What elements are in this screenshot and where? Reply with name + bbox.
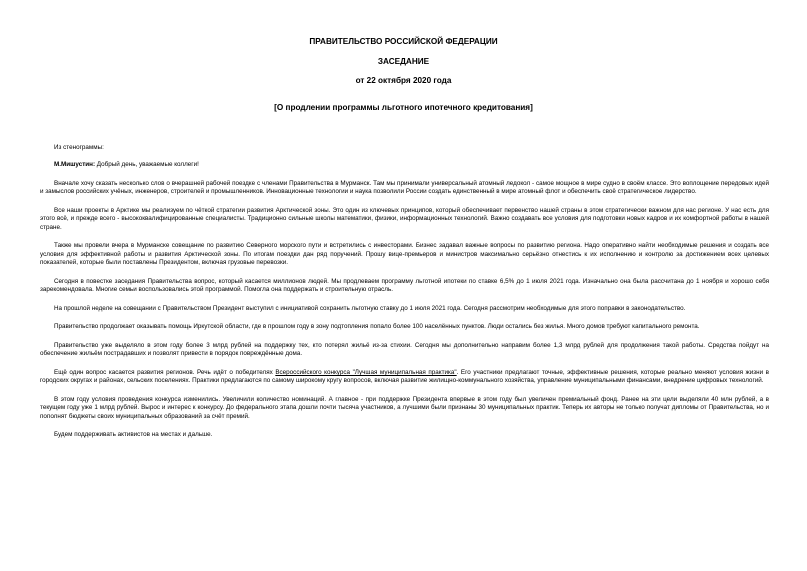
paragraph-8 bbox=[40, 369, 769, 386]
paragraph-3: Также мы провели вчера в Мурманске совещание по развитию Северного морского пути и встретились с инвесторами. Бизнес задавал важные вопросы по развитию региона. Надо оперативно найти необходимые решения и создать все условия для эффективной работы и развития Арктической зоны. По итогам поездки дан ряд поручений. Прошу вице-премьеров и министров максимально серьёзно отнестись к их исполнению и контролю за достижением всех целевых показателей, которые были поставлены Президентом, включая грузовые перевозки. bbox=[40, 242, 769, 267]
transcript-intro: Из стенограммы: bbox=[54, 144, 104, 151]
greeting-paragraph bbox=[40, 161, 769, 169]
transcript-body bbox=[40, 144, 769, 450]
paragraph-9: В этом году условия проведения конкурса изменились. Увеличили количество номинаций. А главное - при поддержке Президента впервые в этом году был увеличен премиальный фонд. Ранее на эти цели выделяли 40 млн рублей, а в текущем году уже 1 млрд рублей. Вырос и интерес к конкурсу. До федерального этапа дошли почти тысяча участников, а лучшими были признаны 30 муниципальных практик. Теперь их авторы не только получат дипломы от Правительства, но и пополнят бюджеты своих муниципальных образований за счёт премий. bbox=[40, 396, 769, 420]
paragraph-10: Будем поддерживать активистов на местах и дальше. bbox=[54, 431, 213, 439]
paragraph-1: Вначале хочу сказать несколько слов о вчерашней рабочей поездке с членами Правительства в Мурманск. Там мы принимали универсальный атомный ледокол - самое мощное в мире судно в своём классе. Это воплощение передовых идей и замыслов российских учёных, инженеров, строителей и промышленников. Инновационные технологии и наука позволили России создать единственный в мире атомный флот и обеспечить своё стратегическое лидерство. bbox=[40, 180, 769, 196]
paragraph-4: Сегодня в повестке заседания Правительства вопрос, который касается миллионов людей. Мы продлеваем программу льготной ипотеки по ставке 6,5% до 1 июля 2021 года. Изначально она была рассчитана до 1 ноября и хорошо себя зарекомендовала. Многие семьи воспользовались этой программой. Помогла она поддержать и строительную отрасль. bbox=[40, 277, 769, 294]
paragraph-8-end: . Его участники предлагают точные, эффективные решения, которые реально меняют условия жизни в городских округах и районах, сельских поселениях. Практики предлагаются по самому широкому кругу вопросов, включая развитие жилищно-коммунального хозяйства, управление муниципальными финансами, внедрение цифровых технологий. bbox=[40, 369, 770, 385]
paragraph-8-start: Ещё один вопрос касается развития регионов. Речь идёт о победителях bbox=[54, 369, 276, 376]
event-title: ЗАСЕДАНИЕ bbox=[377, 57, 430, 66]
paragraph-5: На прошлой неделе на совещании с Правительством Президент выступил с инициативой сохранить льготную ставку до 1 июля 2021 года. Сегодня рассмотрим необходимые для этого поправки в законодательство. bbox=[54, 304, 686, 312]
speaker-name: М.Мишустин: bbox=[54, 161, 96, 169]
greeting-text: Добрый день, уважаемые коллеги! bbox=[95, 161, 199, 169]
paragraph-2: Все наши проекты в Арктике мы реализуем по чёткой стратегии развития Арктической зоны. Это один из ключевых принципов, который обеспечивает первенство нашей страны в этом стратегически важном для нас регионе. У нас есть для этого всё, и прежде всего - высококвалифицированные специалисты. Традиционно сильные школы математики, физики, информационных технологий. Важно создавать все условия для подготовки новых кадров и их комфортной работы в нашей стране. bbox=[40, 207, 769, 231]
paragraph-6: Правительство продолжает оказывать помощь Иркутской области, где в прошлом году в зону подтопления попало более 100 населённых пунктов. Люди остались без жилья. Много домов требуют капитального ремонта. bbox=[54, 323, 700, 331]
event-date: от 22 октября 2020 года bbox=[355, 76, 452, 85]
contest-link[interactable]: Всероссийского конкурса "Лучшая муниципальная практика" bbox=[275, 369, 457, 376]
document-topic: [О продлении программы льготного ипотечного кредитования] bbox=[274, 103, 533, 112]
paragraph-7: Правительство уже выделяло в этом году более 3 млрд рублей на поддержку тех, кто потерял жильё из-за стихии. Сегодня мы дополнительно направим более 1,3 млрд рублей для продолжения такой работы. Средства пойдут на обеспечение жильём пострадавших и позволят привести в порядок повреждённые дома. bbox=[40, 342, 769, 358]
org-title: ПРАВИТЕЛЬСТВО РОССИЙСКОЙ ФЕДЕРАЦИИ bbox=[309, 37, 498, 46]
